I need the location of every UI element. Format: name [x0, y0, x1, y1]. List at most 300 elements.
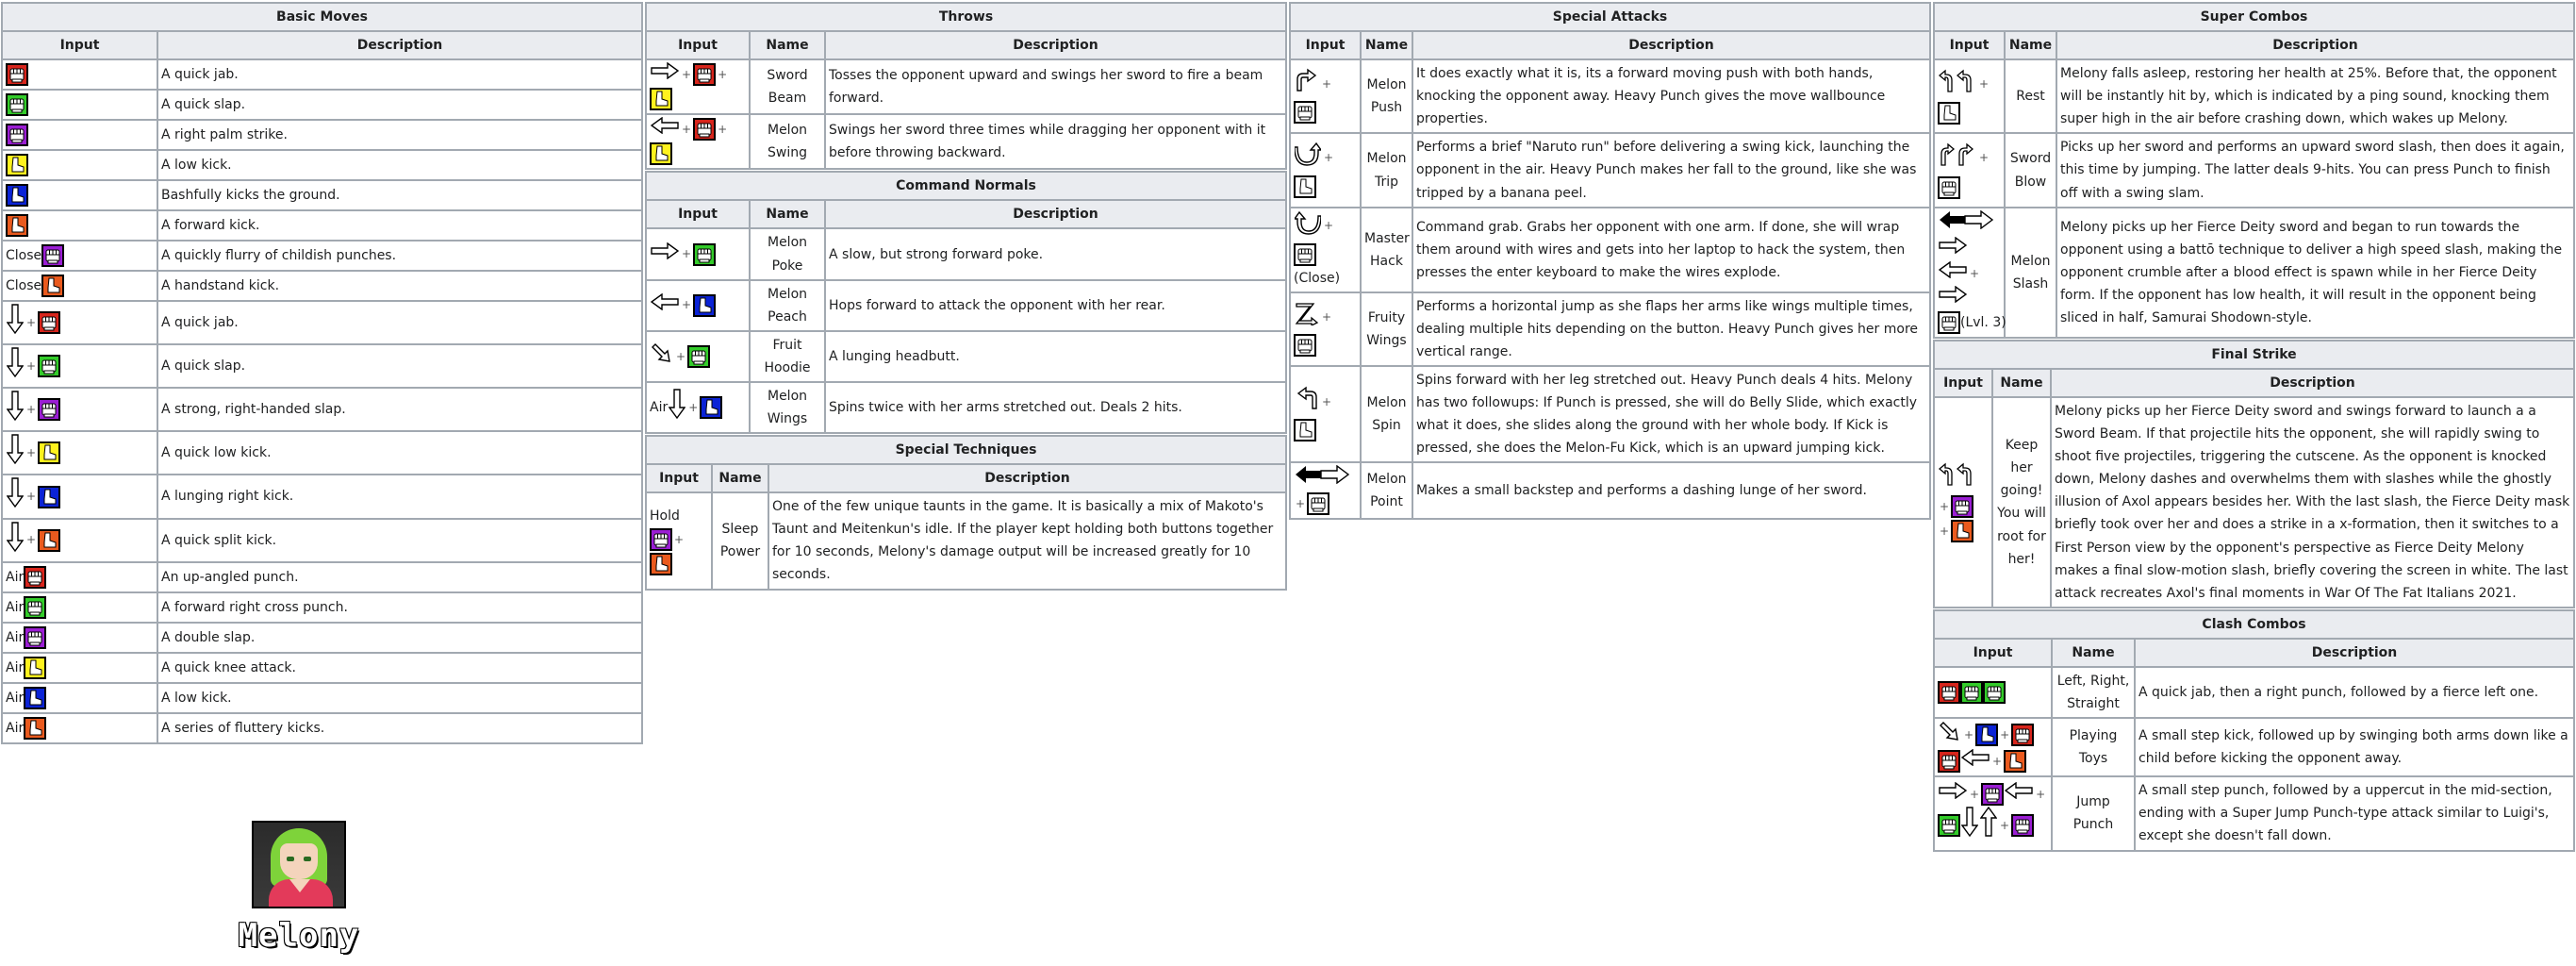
portrait-eye [304, 857, 311, 861]
move-description: Picks up her sword and performs an upward sword slash, then does it again, this time by jumping. The latter deals 9-hits. You can press Punch to finish off with a swing slam. [2056, 133, 2574, 207]
plus-sign: + [2000, 819, 2010, 833]
arrow-left-icon [651, 117, 679, 142]
move-description: A low kick. [157, 683, 642, 713]
move-description: A quick knee attack. [157, 653, 642, 683]
punch-icon [1962, 683, 1981, 702]
input-modifier-text: Air [650, 399, 669, 415]
input-modifier-text: (Lvl. 3) [1960, 314, 2006, 330]
table-basic-moves [1, 2, 643, 744]
move-name: Melon Point [1361, 462, 1412, 519]
move-input [2, 59, 157, 90]
blue-kick-button-icon [693, 294, 716, 317]
move-row [2, 519, 642, 562]
move-row [2, 59, 642, 90]
move-input [1934, 718, 2052, 776]
arrow-down-icon [7, 304, 24, 341]
punch-icon [652, 530, 670, 549]
move-description: A handstand kick. [157, 271, 642, 301]
plus-sign: + [1970, 788, 1980, 802]
punch-icon [40, 313, 58, 332]
green-punch-button-icon [24, 596, 46, 619]
column-header-description: Description [157, 31, 642, 59]
red-punch-button-icon [24, 566, 46, 589]
punch-icon [1296, 103, 1314, 122]
kick-icon [1953, 522, 1972, 541]
plus-sign: + [2036, 788, 2046, 802]
none-kick-button-icon [1294, 175, 1316, 198]
move-description: Tosses the opponent upward and swings her sword to fire a beam forward. [825, 59, 1286, 114]
orange-kick-button-icon [1951, 520, 1973, 542]
punch-icon [40, 357, 58, 375]
column-header-description: Description [825, 200, 1286, 228]
punch-icon [1940, 313, 1958, 332]
move-row [1934, 133, 2574, 207]
move-row [2, 623, 642, 653]
plus-sign: + [1322, 309, 1332, 324]
plus-sign: + [1979, 151, 1990, 165]
plus-sign: + [1322, 76, 1332, 91]
column-header-input: Input [2, 31, 157, 59]
move-description: A forward kick. [157, 210, 642, 241]
punch-icon [1296, 336, 1314, 355]
move-description: Hops forward to attack the opponent with her rear. [825, 280, 1286, 331]
green-punch-button-icon [1938, 814, 1960, 837]
move-input [2, 623, 157, 653]
move-row [1290, 366, 1930, 462]
move-input [2, 592, 157, 623]
move-row [2, 344, 642, 388]
move-name: Jump Punch [2052, 776, 2135, 850]
move-row [2, 431, 642, 475]
move-input [1934, 667, 2052, 718]
table-title: Basic Moves [2, 3, 642, 31]
move-name: Melon Peach [750, 280, 825, 331]
arrow-left-icon [2005, 782, 2033, 807]
move-row [2, 301, 642, 344]
plus-sign: + [1322, 394, 1332, 408]
move-description: A quickly flurry of childish punches. [157, 241, 642, 271]
purple-punch-button-icon [41, 244, 64, 267]
punch-icon [1940, 178, 1958, 197]
plus-sign: + [2000, 727, 2010, 741]
move-input [646, 492, 712, 589]
table-special-techniques [645, 435, 1287, 590]
punch-icon [695, 65, 714, 84]
move-input [1290, 292, 1361, 366]
column-header-name: Name [2052, 639, 2135, 667]
table-title: Super Combos [1934, 3, 2574, 31]
orange-kick-button-icon [6, 214, 28, 237]
move-row [1290, 59, 1930, 133]
move-description: A quick jab. [157, 59, 642, 90]
move-name: Sword Beam [750, 59, 825, 114]
plus-sign: + [682, 67, 692, 81]
purple-punch-button-icon [38, 398, 60, 421]
move-description: A strong, right-handed slap. [157, 388, 642, 431]
red-punch-button-icon [1938, 750, 1960, 773]
column-super-combos [1933, 2, 2575, 852]
none-punch-button-icon [1294, 101, 1316, 124]
yellow-kick-button-icon [650, 142, 672, 165]
move-row [1934, 718, 2574, 776]
blue-kick-button-icon [700, 396, 722, 419]
column-header-input: Input [646, 464, 712, 492]
move-description: A small step kick, followed up by swinging both arms down like a child before kicking the opponent away. [2135, 718, 2574, 776]
move-input [646, 228, 750, 279]
punch-icon [8, 65, 26, 84]
move-row [646, 228, 1286, 279]
move-row [2, 713, 642, 743]
plus-sign: + [1324, 151, 1334, 165]
blue-kick-button-icon [24, 687, 46, 709]
move-description: A forward right cross punch. [157, 592, 642, 623]
table-clash-combos [1933, 609, 2575, 852]
table-super-combos [1933, 2, 2575, 339]
move-description: Performs a brief "Naruto run" before delivering a swing kick, launching the opponent in the air. Heavy Punch makes her fall to the ground, like she was tripped by a banana peel. [1412, 133, 1930, 207]
purple-punch-button-icon [1951, 495, 1973, 518]
yellow-kick-button-icon [6, 154, 28, 176]
input-modifier-text: Close [6, 248, 42, 264]
move-input [2, 388, 157, 431]
move-input [1290, 133, 1361, 207]
column-header-input: Input [1290, 31, 1361, 59]
move-input [1934, 59, 2005, 133]
move-input [2, 713, 157, 743]
move-row [2, 241, 642, 271]
move-row [1934, 59, 2574, 133]
punch-icon [40, 400, 58, 419]
red-punch-button-icon [693, 118, 716, 141]
kick-icon [40, 443, 58, 462]
move-name: Melon Spin [1361, 366, 1412, 462]
kick-icon [652, 90, 670, 108]
plus-sign: + [718, 122, 728, 136]
move-row [1934, 667, 2574, 718]
move-description: Melony falls asleep, restoring her health at 25%. Before that, the opponent will be instantly hit by, which is indicated by a ping sound, knocking them super high in the air before crashing down, which wakes up Melony. [2056, 59, 2574, 133]
move-description: A quick jab. [157, 301, 642, 344]
arrow-right-icon [1939, 782, 1967, 807]
punch-icon [2013, 725, 2032, 744]
move-name: Melon Trip [1361, 133, 1412, 207]
orange-kick-button-icon [41, 275, 64, 297]
move-row [2, 562, 642, 592]
move-description: A quick low kick. [157, 431, 642, 475]
kick-icon [8, 216, 26, 235]
move-description: A series of fluttery kicks. [157, 713, 642, 743]
move-input [1934, 133, 2005, 207]
column-header-input: Input [646, 200, 750, 228]
column-header-description: Description [2135, 639, 2574, 667]
none-punch-button-icon [1294, 334, 1316, 357]
plus-sign: + [1324, 219, 1334, 233]
yellow-kick-button-icon [38, 441, 60, 464]
move-description: An up-angled punch. [157, 562, 642, 592]
move-input [1934, 208, 2005, 338]
move-description: Swings her sword three times while dragging her opponent with it before throwing backward. [825, 114, 1286, 169]
column-header-description: Description [2056, 31, 2574, 59]
move-input [2, 271, 157, 301]
plus-sign: + [26, 315, 37, 329]
punch-icon [1985, 683, 2004, 702]
move-input [2, 344, 157, 388]
none-punch-button-icon [1294, 243, 1316, 266]
blue-kick-button-icon [6, 184, 28, 207]
red-punch-button-icon [2011, 724, 2034, 746]
move-input [2, 90, 157, 120]
arrow-chargeb-icon [1295, 465, 1349, 491]
punch-icon [1309, 494, 1328, 513]
input-modifier-text: Air [6, 690, 25, 706]
input-modifier-text: Air [6, 599, 25, 615]
move-row [1934, 208, 2574, 338]
move-description: A right palm strike. [157, 120, 642, 150]
move-name: Keep her going! You will root for her! [1992, 397, 2051, 608]
column-special-attacks [1289, 2, 1931, 520]
orange-kick-button-icon [24, 717, 46, 740]
table-special-attacks [1289, 2, 1931, 520]
column-throws [645, 2, 1287, 591]
move-input [646, 280, 750, 331]
kick-icon [2006, 752, 2024, 771]
column-header-description: Description [768, 464, 1286, 492]
punch-icon [689, 347, 708, 366]
kick-icon [1296, 421, 1314, 440]
move-description: Makes a small backstep and performs a dashing lunge of her sword. [1412, 462, 1930, 519]
arrow-hcf-icon [1295, 142, 1321, 174]
move-description: One of the few unique taunts in the game. It is basically a mix of Makoto's Taunt and Meitenkun's idle. If the player kept holding both buttons together for 10 seconds, Melony's damage output will be increased greatly for 10 seconds. [768, 492, 1286, 589]
punch-icon [1940, 683, 1958, 702]
green-punch-button-icon [687, 345, 710, 368]
kick-icon [40, 531, 58, 550]
blue-kick-button-icon [38, 486, 60, 508]
arrow-dqcb-icon [1939, 67, 1976, 101]
arrow-left-icon [1939, 261, 1967, 286]
move-input [646, 331, 750, 382]
plus-sign: + [26, 490, 37, 504]
move-row [1290, 292, 1930, 366]
move-name: Playing Toys [2052, 718, 2135, 776]
red-punch-button-icon [6, 63, 28, 86]
punch-icon [43, 246, 62, 265]
green-punch-button-icon [1960, 681, 1983, 704]
move-row [1934, 776, 2574, 850]
kick-icon [25, 658, 44, 677]
none-kick-button-icon [1294, 419, 1316, 441]
character-portrait [252, 821, 346, 908]
punch-icon [25, 628, 44, 647]
arrow-up-icon [1980, 807, 1997, 844]
column-header-description: Description [2051, 369, 2574, 397]
table-title: Special Techniques [646, 436, 1286, 464]
kick-icon [652, 144, 670, 163]
move-row [2, 653, 642, 683]
arrow-chargeb-icon [1939, 210, 1993, 237]
none-punch-button-icon [1938, 176, 1960, 199]
kick-icon [1296, 177, 1314, 196]
arrow-dqcb-icon [1939, 460, 1976, 494]
plus-sign: + [1296, 497, 1306, 511]
kick-icon [1940, 104, 1958, 123]
move-name: Fruity Wings [1361, 292, 1412, 366]
column-header-name: Name [750, 200, 825, 228]
plus-sign: + [682, 247, 692, 261]
kick-icon [25, 719, 44, 738]
arrow-dqcf-icon [1939, 141, 1976, 175]
kick-icon [695, 296, 714, 315]
column-header-input: Input [646, 31, 750, 59]
arrow-down-icon [669, 389, 685, 426]
plus-sign: + [674, 533, 685, 547]
move-row [646, 382, 1286, 433]
arrow-down-icon [7, 522, 24, 559]
column-header-name: Name [1992, 369, 2051, 397]
red-punch-button-icon [38, 311, 60, 334]
move-input [2, 475, 157, 518]
move-description: A quick split kick. [157, 519, 642, 562]
move-description: A slow, but strong forward poke. [825, 228, 1286, 279]
move-row [2, 475, 642, 518]
yellow-kick-button-icon [650, 88, 672, 110]
green-punch-button-icon [38, 355, 60, 377]
orange-kick-button-icon [38, 529, 60, 552]
arrow-left-icon [651, 293, 679, 318]
arrow-right-icon [1939, 286, 1967, 310]
punch-icon [8, 125, 26, 144]
plus-sign: + [676, 349, 686, 363]
move-input [2, 150, 157, 180]
arrow-qcb-icon [1295, 386, 1319, 418]
move-input [2, 653, 157, 683]
move-row [2, 210, 642, 241]
move-input [2, 519, 157, 562]
move-row [2, 592, 642, 623]
punch-icon [1296, 245, 1314, 264]
move-input [1290, 366, 1361, 462]
orange-kick-button-icon [2004, 750, 2026, 773]
column-header-input: Input [1934, 31, 2005, 59]
move-description: A quick slap. [157, 344, 642, 388]
move-row [646, 492, 1286, 589]
move-row [1290, 133, 1930, 207]
move-input [646, 382, 750, 433]
arrow-zig-icon [1295, 301, 1319, 333]
table-throws [645, 2, 1287, 170]
move-description: A quick jab, then a right punch, followed by a fierce left one. [2135, 667, 2574, 718]
move-input [2, 431, 157, 475]
move-row [1290, 462, 1930, 519]
blue-kick-button-icon [1975, 724, 1998, 746]
move-input [646, 114, 750, 169]
punch-icon [25, 568, 44, 587]
column-header-name: Name [2005, 31, 2056, 59]
column-basic-moves [1, 2, 643, 744]
plus-sign: + [682, 122, 692, 136]
move-input [2, 301, 157, 344]
move-name: Sleep Power [712, 492, 768, 589]
punch-icon [695, 245, 714, 264]
character-name: Melony [238, 917, 360, 955]
move-input [2, 180, 157, 210]
arrow-qcf-icon [1295, 68, 1319, 100]
arrow-down-icon [7, 477, 24, 515]
plus-sign: + [1940, 500, 1950, 514]
purple-punch-button-icon [6, 124, 28, 146]
move-input [2, 241, 157, 271]
kick-icon [40, 488, 58, 507]
green-punch-button-icon [693, 243, 716, 266]
table-command-normals [645, 171, 1287, 434]
column-header-description: Description [825, 31, 1286, 59]
arrow-down-icon [7, 347, 24, 385]
move-input [1290, 462, 1361, 519]
arrow-hcb-icon [1295, 210, 1321, 242]
move-name: Melon Push [1361, 59, 1412, 133]
column-header-input: Input [1934, 369, 1992, 397]
arrow-right-icon [651, 242, 679, 267]
kick-icon [8, 156, 26, 175]
move-input [2, 120, 157, 150]
table-final-strike [1933, 340, 2575, 608]
move-row [1290, 208, 1930, 292]
move-description: Spins twice with her arms stretched out. Deals 2 hits. [825, 382, 1286, 433]
plus-sign: + [1970, 266, 1980, 280]
move-row [646, 59, 1286, 114]
input-modifier-text: Air [6, 659, 25, 675]
plus-sign: + [1992, 754, 2003, 768]
move-row [2, 388, 642, 431]
plus-sign: + [1940, 525, 1950, 539]
move-row [2, 150, 642, 180]
kick-icon [702, 398, 720, 417]
move-row [2, 120, 642, 150]
none-punch-button-icon [1938, 311, 1960, 334]
kick-icon [1977, 725, 1996, 744]
move-description: A small step punch, followed by a uppercut in the mid-section, ending with a Super Jump Punch-type attack similar to Luigi's, except she doesn't fall down. [2135, 776, 2574, 850]
move-row [2, 180, 642, 210]
table-title: Clash Combos [1934, 610, 2574, 639]
input-modifier-text: Air [6, 629, 25, 645]
punch-icon [25, 598, 44, 617]
punch-icon [1953, 497, 1972, 516]
arrow-right-icon [651, 62, 679, 87]
column-header-name: Name [712, 464, 768, 492]
plus-sign: + [682, 298, 692, 312]
green-punch-button-icon [1983, 681, 2006, 704]
move-name: Rest [2005, 59, 2056, 133]
input-modifier-text: Air [6, 569, 25, 585]
move-name: Melon Poke [750, 228, 825, 279]
plus-sign: + [688, 400, 699, 414]
move-description: It does exactly what it is, its a forward moving push with both hands, knocking the opponent away. Heavy Punch gives the move wallbounce properties. [1412, 59, 1930, 133]
move-input [2, 210, 157, 241]
none-kick-button-icon [1938, 102, 1960, 125]
plus-sign: + [26, 533, 37, 547]
plus-sign: + [26, 403, 37, 417]
punch-icon [1940, 816, 1958, 835]
plus-sign: + [718, 67, 728, 81]
move-description: Command grab. Grabs her opponent with one arm. If done, she will wrap them around with wires and gets into her laptop to hack the system, then presses the enter keyboard to make the wires explode. [1412, 208, 1930, 292]
column-header-description: Description [1412, 31, 1930, 59]
input-modifier-text: (Close) [1294, 270, 1341, 286]
purple-punch-button-icon [1981, 783, 2004, 806]
move-row [2, 90, 642, 120]
green-punch-button-icon [6, 93, 28, 116]
arrow-left-icon [1961, 749, 1990, 774]
purple-punch-button-icon [24, 626, 46, 649]
move-input [1290, 59, 1361, 133]
purple-punch-button-icon [650, 528, 672, 551]
none-punch-button-icon [1307, 492, 1329, 515]
